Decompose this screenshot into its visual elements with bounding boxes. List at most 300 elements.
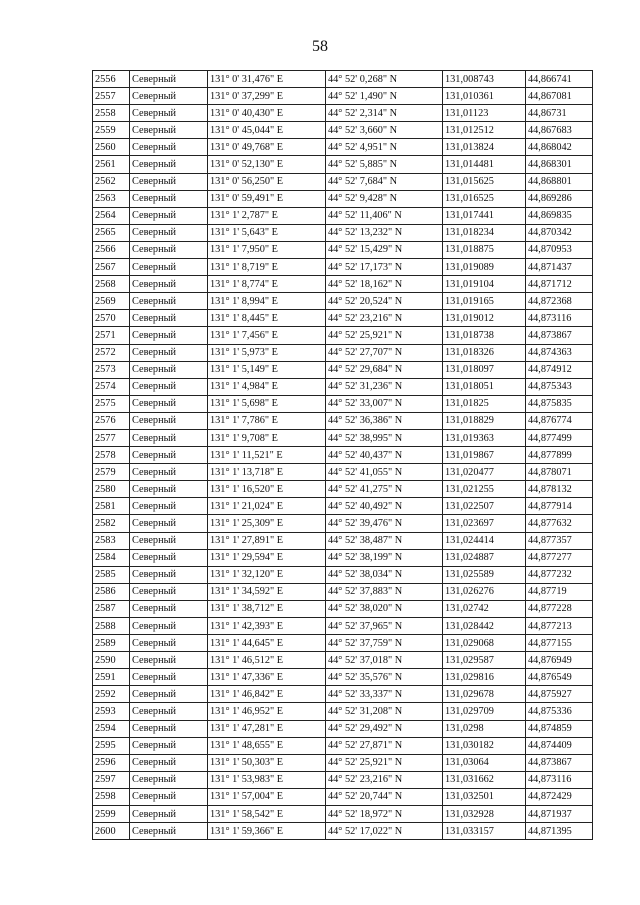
latitude-dms-cell: 44° 52' 41,055" N <box>326 464 443 481</box>
point-number-cell: 2562 <box>93 173 130 190</box>
latitude-dms-cell: 44° 52' 1,490" N <box>326 88 443 105</box>
table-row <box>93 241 593 258</box>
latitude-dms-cell: 44° 52' 37,965" N <box>326 618 443 635</box>
region-cell: Северный <box>130 241 208 258</box>
table-row <box>93 378 593 395</box>
latitude-decimal-cell: 44,878071 <box>526 464 593 481</box>
longitude-decimal-cell: 131,022507 <box>443 498 526 515</box>
latitude-dms-cell: 44° 52' 40,492" N <box>326 498 443 515</box>
table-row <box>93 344 593 361</box>
table-row <box>93 71 593 88</box>
longitude-dms-cell: 131° 0' 56,250" E <box>208 173 326 190</box>
latitude-decimal-cell: 44,873116 <box>526 771 593 788</box>
point-number-cell: 2582 <box>93 515 130 532</box>
region-cell: Северный <box>130 720 208 737</box>
table-row <box>93 600 593 617</box>
table-row <box>93 532 593 549</box>
latitude-dms-cell: 44° 52' 3,660" N <box>326 122 443 139</box>
longitude-decimal-cell: 131,019104 <box>443 276 526 293</box>
point-number-cell: 2578 <box>93 447 130 464</box>
longitude-dms-cell: 131° 1' 53,983" E <box>208 771 326 788</box>
longitude-decimal-cell: 131,015625 <box>443 173 526 190</box>
latitude-decimal-cell: 44,877632 <box>526 515 593 532</box>
longitude-dms-cell: 131° 1' 8,719" E <box>208 259 326 276</box>
region-cell: Северный <box>130 532 208 549</box>
point-number-cell: 2588 <box>93 618 130 635</box>
longitude-dms-cell: 131° 1' 4,984" E <box>208 378 326 395</box>
table-row <box>93 737 593 754</box>
longitude-dms-cell: 131° 0' 59,491" E <box>208 190 326 207</box>
latitude-decimal-cell: 44,872429 <box>526 788 593 805</box>
table-row <box>93 823 593 840</box>
longitude-decimal-cell: 131,018234 <box>443 224 526 241</box>
longitude-dms-cell: 131° 1' 5,973" E <box>208 344 326 361</box>
point-number-cell: 2596 <box>93 754 130 771</box>
region-cell: Северный <box>130 327 208 344</box>
point-number-cell: 2594 <box>93 720 130 737</box>
longitude-dms-cell: 131° 0' 31,476" E <box>208 71 326 88</box>
region-cell: Северный <box>130 549 208 566</box>
point-number-cell: 2575 <box>93 395 130 412</box>
table-row <box>93 515 593 532</box>
region-cell: Северный <box>130 686 208 703</box>
table-row <box>93 310 593 327</box>
region-cell: Северный <box>130 618 208 635</box>
region-cell: Северный <box>130 88 208 105</box>
longitude-decimal-cell: 131,018051 <box>443 378 526 395</box>
latitude-decimal-cell: 44,877277 <box>526 549 593 566</box>
longitude-dms-cell: 131° 0' 40,430" E <box>208 105 326 122</box>
longitude-decimal-cell: 131,032928 <box>443 806 526 823</box>
longitude-dms-cell: 131° 1' 46,842" E <box>208 686 326 703</box>
latitude-dms-cell: 44° 52' 11,406" N <box>326 207 443 224</box>
latitude-dms-cell: 44° 52' 38,020" N <box>326 600 443 617</box>
latitude-dms-cell: 44° 52' 4,951" N <box>326 139 443 156</box>
region-cell: Северный <box>130 361 208 378</box>
point-number-cell: 2565 <box>93 224 130 241</box>
table-row <box>93 412 593 429</box>
longitude-decimal-cell: 131,018326 <box>443 344 526 361</box>
longitude-dms-cell: 131° 1' 8,774" E <box>208 276 326 293</box>
longitude-decimal-cell: 131,019867 <box>443 447 526 464</box>
longitude-decimal-cell: 131,008743 <box>443 71 526 88</box>
point-number-cell: 2574 <box>93 378 130 395</box>
longitude-decimal-cell: 131,010361 <box>443 88 526 105</box>
region-cell: Северный <box>130 224 208 241</box>
longitude-dms-cell: 131° 0' 52,130" E <box>208 156 326 173</box>
table-row <box>93 259 593 276</box>
latitude-dms-cell: 44° 52' 38,487" N <box>326 532 443 549</box>
table-row <box>93 566 593 583</box>
point-number-cell: 2592 <box>93 686 130 703</box>
latitude-decimal-cell: 44,877499 <box>526 429 593 446</box>
region-cell: Северный <box>130 105 208 122</box>
latitude-dms-cell: 44° 52' 20,524" N <box>326 293 443 310</box>
table-row <box>93 327 593 344</box>
latitude-decimal-cell: 44,873116 <box>526 310 593 327</box>
longitude-dms-cell: 131° 1' 7,950" E <box>208 241 326 258</box>
region-cell: Северный <box>130 788 208 805</box>
table-row <box>93 788 593 805</box>
longitude-decimal-cell: 131,029816 <box>443 669 526 686</box>
longitude-dms-cell: 131° 1' 32,120" E <box>208 566 326 583</box>
longitude-decimal-cell: 131,0298 <box>443 720 526 737</box>
longitude-decimal-cell: 131,018829 <box>443 412 526 429</box>
point-number-cell: 2587 <box>93 600 130 617</box>
point-number-cell: 2564 <box>93 207 130 224</box>
region-cell: Северный <box>130 635 208 652</box>
region-cell: Северный <box>130 122 208 139</box>
table-row <box>93 771 593 788</box>
latitude-dms-cell: 44° 52' 37,883" N <box>326 583 443 600</box>
latitude-dms-cell: 44° 52' 40,437" N <box>326 447 443 464</box>
point-number-cell: 2567 <box>93 259 130 276</box>
longitude-dms-cell: 131° 1' 44,645" E <box>208 635 326 652</box>
longitude-decimal-cell: 131,031662 <box>443 771 526 788</box>
longitude-dms-cell: 131° 1' 11,521" E <box>208 447 326 464</box>
latitude-dms-cell: 44° 52' 25,921" N <box>326 754 443 771</box>
region-cell: Северный <box>130 412 208 429</box>
latitude-decimal-cell: 44,866741 <box>526 71 593 88</box>
longitude-decimal-cell: 131,019363 <box>443 429 526 446</box>
latitude-dms-cell: 44° 52' 23,216" N <box>326 771 443 788</box>
longitude-decimal-cell: 131,026276 <box>443 583 526 600</box>
latitude-dms-cell: 44° 52' 9,428" N <box>326 190 443 207</box>
table-row <box>93 754 593 771</box>
point-number-cell: 2581 <box>93 498 130 515</box>
latitude-dms-cell: 44° 52' 15,429" N <box>326 241 443 258</box>
latitude-decimal-cell: 44,868801 <box>526 173 593 190</box>
latitude-decimal-cell: 44,877228 <box>526 600 593 617</box>
latitude-dms-cell: 44° 52' 35,576" N <box>326 669 443 686</box>
longitude-dms-cell: 131° 1' 59,366" E <box>208 823 326 840</box>
table-row <box>93 156 593 173</box>
latitude-dms-cell: 44° 52' 36,386" N <box>326 412 443 429</box>
longitude-decimal-cell: 131,029709 <box>443 703 526 720</box>
longitude-decimal-cell: 131,030182 <box>443 737 526 754</box>
latitude-decimal-cell: 44,876949 <box>526 652 593 669</box>
point-number-cell: 2591 <box>93 669 130 686</box>
table-row <box>93 173 593 190</box>
latitude-dms-cell: 44° 52' 37,759" N <box>326 635 443 652</box>
point-number-cell: 2556 <box>93 71 130 88</box>
longitude-dms-cell: 131° 1' 48,655" E <box>208 737 326 754</box>
longitude-decimal-cell: 131,01825 <box>443 395 526 412</box>
point-number-cell: 2583 <box>93 532 130 549</box>
longitude-decimal-cell: 131,014481 <box>443 156 526 173</box>
table-row <box>93 88 593 105</box>
latitude-dms-cell: 44° 52' 33,337" N <box>326 686 443 703</box>
point-number-cell: 2585 <box>93 566 130 583</box>
latitude-decimal-cell: 44,877899 <box>526 447 593 464</box>
region-cell: Северный <box>130 464 208 481</box>
longitude-decimal-cell: 131,017441 <box>443 207 526 224</box>
latitude-dms-cell: 44° 52' 25,921" N <box>326 327 443 344</box>
longitude-dms-cell: 131° 1' 47,336" E <box>208 669 326 686</box>
latitude-dms-cell: 44° 52' 17,173" N <box>326 259 443 276</box>
longitude-dms-cell: 131° 1' 38,712" E <box>208 600 326 617</box>
table-row <box>93 139 593 156</box>
longitude-decimal-cell: 131,025589 <box>443 566 526 583</box>
point-number-cell: 2599 <box>93 806 130 823</box>
longitude-decimal-cell: 131,013824 <box>443 139 526 156</box>
longitude-dms-cell: 131° 1' 7,786" E <box>208 412 326 429</box>
latitude-decimal-cell: 44,877232 <box>526 566 593 583</box>
point-number-cell: 2584 <box>93 549 130 566</box>
region-cell: Северный <box>130 344 208 361</box>
longitude-dms-cell: 131° 1' 29,594" E <box>208 549 326 566</box>
latitude-dms-cell: 44° 52' 38,995" N <box>326 429 443 446</box>
latitude-decimal-cell: 44,877914 <box>526 498 593 515</box>
longitude-decimal-cell: 131,029678 <box>443 686 526 703</box>
latitude-dms-cell: 44° 52' 31,236" N <box>326 378 443 395</box>
longitude-dms-cell: 131° 1' 34,592" E <box>208 583 326 600</box>
region-cell: Северный <box>130 447 208 464</box>
latitude-dms-cell: 44° 52' 39,476" N <box>326 515 443 532</box>
latitude-dms-cell: 44° 52' 18,972" N <box>326 806 443 823</box>
latitude-dms-cell: 44° 52' 29,684" N <box>326 361 443 378</box>
latitude-dms-cell: 44° 52' 20,744" N <box>326 788 443 805</box>
longitude-decimal-cell: 131,020477 <box>443 464 526 481</box>
table-row <box>93 806 593 823</box>
longitude-dms-cell: 131° 1' 21,024" E <box>208 498 326 515</box>
longitude-dms-cell: 131° 1' 46,512" E <box>208 652 326 669</box>
region-cell: Северный <box>130 806 208 823</box>
table-row <box>93 498 593 515</box>
latitude-decimal-cell: 44,877357 <box>526 532 593 549</box>
point-number-cell: 2577 <box>93 429 130 446</box>
latitude-dms-cell: 44° 52' 38,199" N <box>326 549 443 566</box>
latitude-decimal-cell: 44,874859 <box>526 720 593 737</box>
longitude-decimal-cell: 131,028442 <box>443 618 526 635</box>
point-number-cell: 2573 <box>93 361 130 378</box>
table-row <box>93 293 593 310</box>
region-cell: Северный <box>130 190 208 207</box>
region-cell: Северный <box>130 276 208 293</box>
point-number-cell: 2597 <box>93 771 130 788</box>
region-cell: Северный <box>130 429 208 446</box>
latitude-decimal-cell: 44,875835 <box>526 395 593 412</box>
longitude-dms-cell: 131° 1' 46,952" E <box>208 703 326 720</box>
table-row <box>93 395 593 412</box>
point-number-cell: 2579 <box>93 464 130 481</box>
latitude-decimal-cell: 44,868301 <box>526 156 593 173</box>
point-number-cell: 2589 <box>93 635 130 652</box>
point-number-cell: 2559 <box>93 122 130 139</box>
table-row <box>93 652 593 669</box>
region-cell: Северный <box>130 703 208 720</box>
table-row <box>93 549 593 566</box>
table-row <box>93 635 593 652</box>
point-number-cell: 2570 <box>93 310 130 327</box>
region-cell: Северный <box>130 498 208 515</box>
latitude-decimal-cell: 44,871437 <box>526 259 593 276</box>
latitude-decimal-cell: 44,867081 <box>526 88 593 105</box>
latitude-dms-cell: 44° 52' 27,707" N <box>326 344 443 361</box>
point-number-cell: 2561 <box>93 156 130 173</box>
point-number-cell: 2566 <box>93 241 130 258</box>
point-number-cell: 2558 <box>93 105 130 122</box>
longitude-decimal-cell: 131,018097 <box>443 361 526 378</box>
latitude-decimal-cell: 44,87719 <box>526 583 593 600</box>
point-number-cell: 2569 <box>93 293 130 310</box>
latitude-dms-cell: 44° 52' 13,232" N <box>326 224 443 241</box>
point-number-cell: 2563 <box>93 190 130 207</box>
longitude-decimal-cell: 131,023697 <box>443 515 526 532</box>
region-cell: Северный <box>130 515 208 532</box>
longitude-dms-cell: 131° 0' 45,044" E <box>208 122 326 139</box>
region-cell: Северный <box>130 754 208 771</box>
latitude-decimal-cell: 44,874363 <box>526 344 593 361</box>
latitude-decimal-cell: 44,867683 <box>526 122 593 139</box>
latitude-decimal-cell: 44,877213 <box>526 618 593 635</box>
region-cell: Северный <box>130 669 208 686</box>
coordinates-table <box>92 70 593 840</box>
region-cell: Северный <box>130 737 208 754</box>
latitude-dms-cell: 44° 52' 31,208" N <box>326 703 443 720</box>
longitude-decimal-cell: 131,024414 <box>443 532 526 549</box>
region-cell: Северный <box>130 259 208 276</box>
latitude-decimal-cell: 44,871712 <box>526 276 593 293</box>
latitude-decimal-cell: 44,868042 <box>526 139 593 156</box>
point-number-cell: 2590 <box>93 652 130 669</box>
table-row <box>93 361 593 378</box>
longitude-dms-cell: 131° 0' 49,768" E <box>208 139 326 156</box>
point-number-cell: 2598 <box>93 788 130 805</box>
longitude-decimal-cell: 131,032501 <box>443 788 526 805</box>
longitude-dms-cell: 131° 1' 47,281" E <box>208 720 326 737</box>
region-cell: Северный <box>130 310 208 327</box>
table-row <box>93 686 593 703</box>
longitude-dms-cell: 131° 1' 7,456" E <box>208 327 326 344</box>
longitude-dms-cell: 131° 0' 37,299" E <box>208 88 326 105</box>
point-number-cell: 2580 <box>93 481 130 498</box>
latitude-dms-cell: 44° 52' 41,275" N <box>326 481 443 498</box>
latitude-decimal-cell: 44,877155 <box>526 635 593 652</box>
longitude-decimal-cell: 131,018875 <box>443 241 526 258</box>
latitude-decimal-cell: 44,871395 <box>526 823 593 840</box>
latitude-dms-cell: 44° 52' 0,268" N <box>326 71 443 88</box>
region-cell: Северный <box>130 207 208 224</box>
longitude-decimal-cell: 131,01123 <box>443 105 526 122</box>
latitude-dms-cell: 44° 52' 5,885" N <box>326 156 443 173</box>
page-number: 58 <box>312 38 328 55</box>
latitude-decimal-cell: 44,874409 <box>526 737 593 754</box>
longitude-decimal-cell: 131,016525 <box>443 190 526 207</box>
point-number-cell: 2595 <box>93 737 130 754</box>
longitude-decimal-cell: 131,02742 <box>443 600 526 617</box>
region-cell: Северный <box>130 481 208 498</box>
longitude-dms-cell: 131° 1' 5,643" E <box>208 224 326 241</box>
longitude-decimal-cell: 131,033157 <box>443 823 526 840</box>
region-cell: Северный <box>130 652 208 669</box>
longitude-decimal-cell: 131,024887 <box>443 549 526 566</box>
table-row <box>93 429 593 446</box>
table-row <box>93 720 593 737</box>
table-row <box>93 207 593 224</box>
longitude-decimal-cell: 131,019165 <box>443 293 526 310</box>
table-row <box>93 669 593 686</box>
longitude-dms-cell: 131° 1' 2,787" E <box>208 207 326 224</box>
table-row <box>93 276 593 293</box>
region-cell: Северный <box>130 139 208 156</box>
table-row <box>93 583 593 600</box>
point-number-cell: 2560 <box>93 139 130 156</box>
region-cell: Северный <box>130 395 208 412</box>
table-row <box>93 481 593 498</box>
latitude-decimal-cell: 44,875343 <box>526 378 593 395</box>
longitude-dms-cell: 131° 1' 25,309" E <box>208 515 326 532</box>
point-number-cell: 2557 <box>93 88 130 105</box>
longitude-decimal-cell: 131,019012 <box>443 310 526 327</box>
region-cell: Северный <box>130 583 208 600</box>
latitude-decimal-cell: 44,875336 <box>526 703 593 720</box>
latitude-dms-cell: 44° 52' 18,162" N <box>326 276 443 293</box>
longitude-decimal-cell: 131,03064 <box>443 754 526 771</box>
latitude-dms-cell: 44° 52' 38,034" N <box>326 566 443 583</box>
longitude-dms-cell: 131° 1' 57,004" E <box>208 788 326 805</box>
table-row <box>93 105 593 122</box>
longitude-dms-cell: 131° 1' 13,718" E <box>208 464 326 481</box>
longitude-dms-cell: 131° 1' 9,708" E <box>208 429 326 446</box>
longitude-dms-cell: 131° 1' 50,303" E <box>208 754 326 771</box>
latitude-dms-cell: 44° 52' 17,022" N <box>326 823 443 840</box>
latitude-dms-cell: 44° 52' 2,314" N <box>326 105 443 122</box>
point-number-cell: 2568 <box>93 276 130 293</box>
table-row <box>93 618 593 635</box>
longitude-dms-cell: 131° 1' 42,393" E <box>208 618 326 635</box>
region-cell: Северный <box>130 823 208 840</box>
latitude-dms-cell: 44° 52' 29,492" N <box>326 720 443 737</box>
latitude-decimal-cell: 44,875927 <box>526 686 593 703</box>
longitude-dms-cell: 131° 1' 8,445" E <box>208 310 326 327</box>
region-cell: Северный <box>130 771 208 788</box>
latitude-decimal-cell: 44,870342 <box>526 224 593 241</box>
longitude-decimal-cell: 131,029587 <box>443 652 526 669</box>
region-cell: Северный <box>130 566 208 583</box>
longitude-dms-cell: 131° 1' 16,520" E <box>208 481 326 498</box>
point-number-cell: 2572 <box>93 344 130 361</box>
region-cell: Северный <box>130 600 208 617</box>
table-row <box>93 122 593 139</box>
region-cell: Северный <box>130 293 208 310</box>
table-body <box>93 71 593 840</box>
table-row <box>93 447 593 464</box>
point-number-cell: 2600 <box>93 823 130 840</box>
longitude-dms-cell: 131° 1' 5,698" E <box>208 395 326 412</box>
latitude-decimal-cell: 44,873867 <box>526 327 593 344</box>
longitude-dms-cell: 131° 1' 5,149" E <box>208 361 326 378</box>
latitude-dms-cell: 44° 52' 7,684" N <box>326 173 443 190</box>
latitude-dms-cell: 44° 52' 27,871" N <box>326 737 443 754</box>
latitude-decimal-cell: 44,878132 <box>526 481 593 498</box>
point-number-cell: 2571 <box>93 327 130 344</box>
table-row <box>93 190 593 207</box>
latitude-decimal-cell: 44,869286 <box>526 190 593 207</box>
latitude-decimal-cell: 44,86731 <box>526 105 593 122</box>
region-cell: Северный <box>130 156 208 173</box>
longitude-decimal-cell: 131,029068 <box>443 635 526 652</box>
point-number-cell: 2576 <box>93 412 130 429</box>
region-cell: Северный <box>130 173 208 190</box>
latitude-dms-cell: 44° 52' 37,018" N <box>326 652 443 669</box>
latitude-decimal-cell: 44,876549 <box>526 669 593 686</box>
latitude-decimal-cell: 44,871937 <box>526 806 593 823</box>
latitude-dms-cell: 44° 52' 23,216" N <box>326 310 443 327</box>
latitude-decimal-cell: 44,873867 <box>526 754 593 771</box>
latitude-decimal-cell: 44,869835 <box>526 207 593 224</box>
longitude-dms-cell: 131° 1' 27,891" E <box>208 532 326 549</box>
